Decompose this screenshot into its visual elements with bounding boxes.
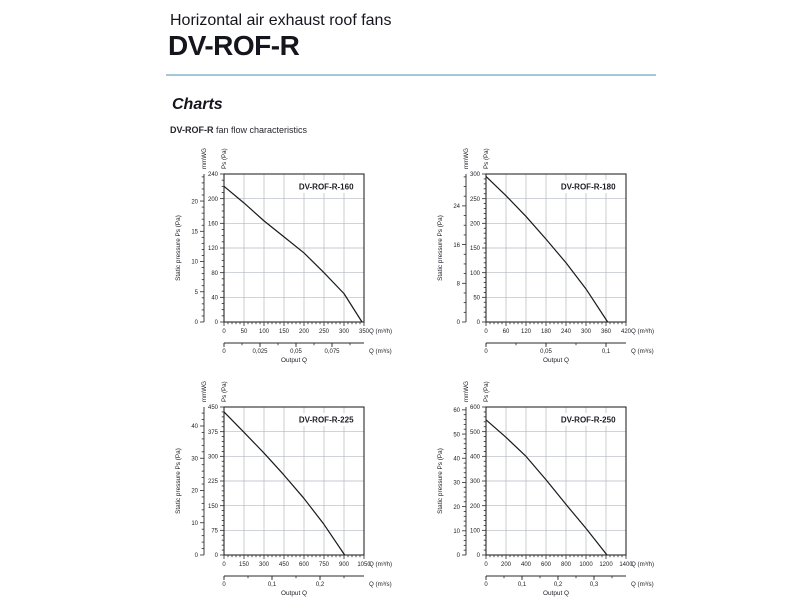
page-title: DV-ROF-R [168,30,300,61]
pa-tick-label: 300 [469,172,480,179]
fan-curve [486,176,608,322]
pa-axis-title: Ps (Pa) [483,148,490,169]
pa-tick-label: 0 [476,320,480,327]
pa-axis [470,172,486,326]
pa-tick-label: 600 [469,405,480,412]
m3s-tick-label: 0,3 [589,582,599,588]
fan-curve-chart-225 [162,375,414,599]
x-axis-caption: Output Q [281,357,307,364]
x-axis-caption: Output Q [543,357,569,364]
grid-lines [224,407,364,555]
fan-curve-svg [424,375,676,599]
charts-caption-text: fan flow characteristics [213,125,308,135]
m3h-axis [222,322,392,335]
pa-tick-label: 400 [469,454,480,461]
m3h-axis-unit: Q (m³/h) [369,561,393,568]
m3s-axis [484,576,653,588]
pa-tick-label: 500 [469,429,480,436]
m3s-tick-label: 0,05 [290,349,302,355]
m3h-tick-label: 300 [338,329,350,335]
chart-title: DV-ROF-R-250 [560,415,616,425]
mmwg-tick-label: 10 [453,529,460,535]
pa-tick-label: 240 [207,172,218,179]
pa-tick-label: 375 [207,429,218,436]
section-title: Charts [172,96,223,113]
m3h-axis-unit: Q (m³/h) [369,328,393,335]
m3h-tick-label: 0 [484,562,488,568]
m3h-tick-label: 120 [520,329,532,335]
mmwg-tick-label: 24 [453,204,460,211]
m3h-tick-label: 50 [240,329,248,335]
m3h-tick-label: 1050 [357,562,371,568]
mmwg-tick-label: 40 [453,456,460,463]
pa-tick-label: 0 [214,553,218,560]
fan-curve [486,420,607,555]
mmwg-tick-label: 16 [453,242,460,249]
fan-curve-svg [162,142,414,366]
fan-curve-chart-160 [162,142,414,366]
pa-tick-label: 300 [207,454,218,461]
charts-caption [170,125,307,135]
pa-tick-label: 50 [473,295,480,302]
m3h-tick-label: 240 [560,329,572,335]
m3s-axis [222,576,391,588]
pa-tick-label: 450 [207,405,218,412]
pa-tick-label: 200 [207,196,218,203]
mmwg-tick-label: 40 [191,424,198,431]
mmwg-axis [191,407,204,559]
m3h-tick-label: 300 [258,562,270,568]
mmwg-tick-label: 10 [191,259,198,266]
m3s-axis-unit: Q (m³/s) [369,581,392,588]
fan-curve [224,186,362,322]
m3h-axis [484,555,654,568]
m3s-tick-label: 0,2 [553,582,563,588]
chart-title: DV-ROF-R-225 [298,415,354,425]
m3s-tick-label: 0,025 [252,349,268,355]
x-axis-caption: Output Q [281,590,307,597]
m3s-axis [222,343,391,355]
m3h-tick-label: 900 [338,562,350,568]
m3h-tick-label: 250 [318,329,330,335]
m3s-tick-label: 0,05 [540,349,552,355]
pa-tick-label: 0 [214,320,218,327]
m3h-tick-label: 450 [278,562,290,568]
m3h-axis-unit: Q (m³/h) [631,328,655,335]
m3h-tick-label: 600 [540,562,552,568]
m3s-axis [484,343,653,355]
mmwg-axis-title: mmWG [463,381,470,402]
chart-title: DV-ROF-R-180 [560,182,616,192]
m3s-axis-unit: Q (m³/s) [631,348,654,355]
m3h-tick-label: 750 [318,562,330,568]
m3h-tick-label: 600 [298,562,310,568]
mmwg-axis [191,174,204,326]
header-divider [166,74,656,76]
grid-lines [224,174,364,322]
y-axis-caption: Static pressure Ps (Pa) [175,215,182,281]
charts-caption-model: DV-ROF-R [170,125,214,135]
mmwg-tick-label: 0 [194,553,198,560]
pa-tick-label: 100 [469,270,480,277]
m3s-tick-label: 0,2 [315,582,325,588]
m3h-tick-label: 0 [484,329,488,335]
m3s-tick-label: 0,1 [601,349,611,355]
mmwg-axis [453,174,466,326]
pa-tick-label: 80 [211,270,218,277]
mmwg-axis-title: mmWG [201,381,208,402]
pa-tick-label: 300 [469,479,480,486]
mmwg-tick-label: 60 [453,408,460,415]
m3s-tick-label: 0,1 [267,582,277,588]
mmwg-tick-label: 50 [453,432,460,439]
mmwg-tick-label: 20 [191,488,198,495]
mmwg-tick-label: 0 [456,320,460,327]
m3h-tick-label: 800 [560,562,572,568]
pa-axis-title: Ps (Pa) [221,381,228,402]
mmwg-tick-label: 15 [191,229,198,236]
m3h-axis [222,555,392,568]
m3h-tick-label: 200 [500,562,512,568]
m3h-tick-label: 150 [278,329,290,335]
m3h-tick-label: 300 [580,329,592,335]
m3s-tick-label: 0 [222,349,226,355]
pa-tick-label: 100 [469,528,480,535]
mmwg-tick-label: 20 [191,199,198,206]
m3h-tick-label: 1200 [599,562,613,568]
m3h-axis-unit: Q (m³/h) [631,561,655,568]
mmwg-tick-label: 0 [194,320,198,327]
m3h-tick-label: 0 [222,329,226,335]
m3h-tick-label: 100 [258,329,270,335]
m3h-tick-label: 360 [600,329,612,335]
mmwg-tick-label: 8 [456,281,460,288]
pa-tick-label: 200 [469,503,480,510]
pa-tick-label: 120 [207,246,218,253]
m3s-axis-unit: Q (m³/s) [631,581,654,588]
y-axis-caption: Static pressure Ps (Pa) [437,448,444,514]
m3s-tick-label: 0 [484,582,488,588]
pa-axis [208,405,224,559]
mmwg-axis-title: mmWG [463,148,470,169]
m3s-axis-unit: Q (m³/s) [369,348,392,355]
pa-tick-label: 160 [207,221,218,228]
grid-lines [486,407,626,555]
pa-tick-label: 40 [211,295,218,302]
mmwg-tick-label: 30 [453,480,460,487]
pa-axis [208,172,224,326]
pa-tick-label: 150 [469,246,480,253]
pa-tick-label: 250 [469,196,480,203]
m3h-tick-label: 150 [238,562,250,568]
m3h-tick-label: 350 [358,329,370,335]
fan-curve-svg [424,142,676,366]
pa-tick-label: 225 [207,479,218,486]
m3s-tick-label: 0,1 [517,582,527,588]
pa-tick-label: 75 [211,528,218,535]
m3s-tick-label: 0,075 [324,349,340,355]
fan-curve-chart-180 [424,142,676,366]
x-axis-caption: Output Q [543,590,569,597]
m3h-tick-label: 180 [540,329,552,335]
m3h-tick-label: 0 [222,562,226,568]
mmwg-tick-label: 20 [453,504,460,511]
m3h-axis [484,322,654,335]
m3h-tick-label: 200 [298,329,310,335]
m3h-tick-label: 1000 [579,562,593,568]
page-subtitle: Horizontal air exhaust roof fans [170,12,392,29]
m3h-tick-label: 400 [520,562,532,568]
mmwg-axis [453,407,466,559]
chart-title: DV-ROF-R-160 [298,182,354,192]
pa-axis [470,405,486,559]
pa-tick-label: 200 [469,221,480,228]
mmwg-tick-label: 5 [194,290,198,296]
mmwg-tick-label: 10 [191,520,198,527]
m3s-tick-label: 0 [484,349,488,355]
pa-axis-title: Ps (Pa) [221,148,228,169]
m3h-tick-label: 420 [620,329,632,335]
m3s-tick-label: 0 [222,582,226,588]
fan-curve-chart-250 [424,375,676,599]
mmwg-tick-label: 0 [456,553,460,560]
fan-curve-svg [162,375,414,599]
pa-tick-label: 150 [207,503,218,510]
m3h-tick-label: 60 [502,329,510,335]
m3h-tick-label: 1400 [619,562,633,568]
mmwg-axis-title: mmWG [201,148,208,169]
pa-axis-title: Ps (Pa) [483,381,490,402]
y-axis-caption: Static pressure Ps (Pa) [437,215,444,281]
mmwg-tick-label: 30 [191,456,198,463]
y-axis-caption: Static pressure Ps (Pa) [175,448,182,514]
pa-tick-label: 0 [476,553,480,560]
